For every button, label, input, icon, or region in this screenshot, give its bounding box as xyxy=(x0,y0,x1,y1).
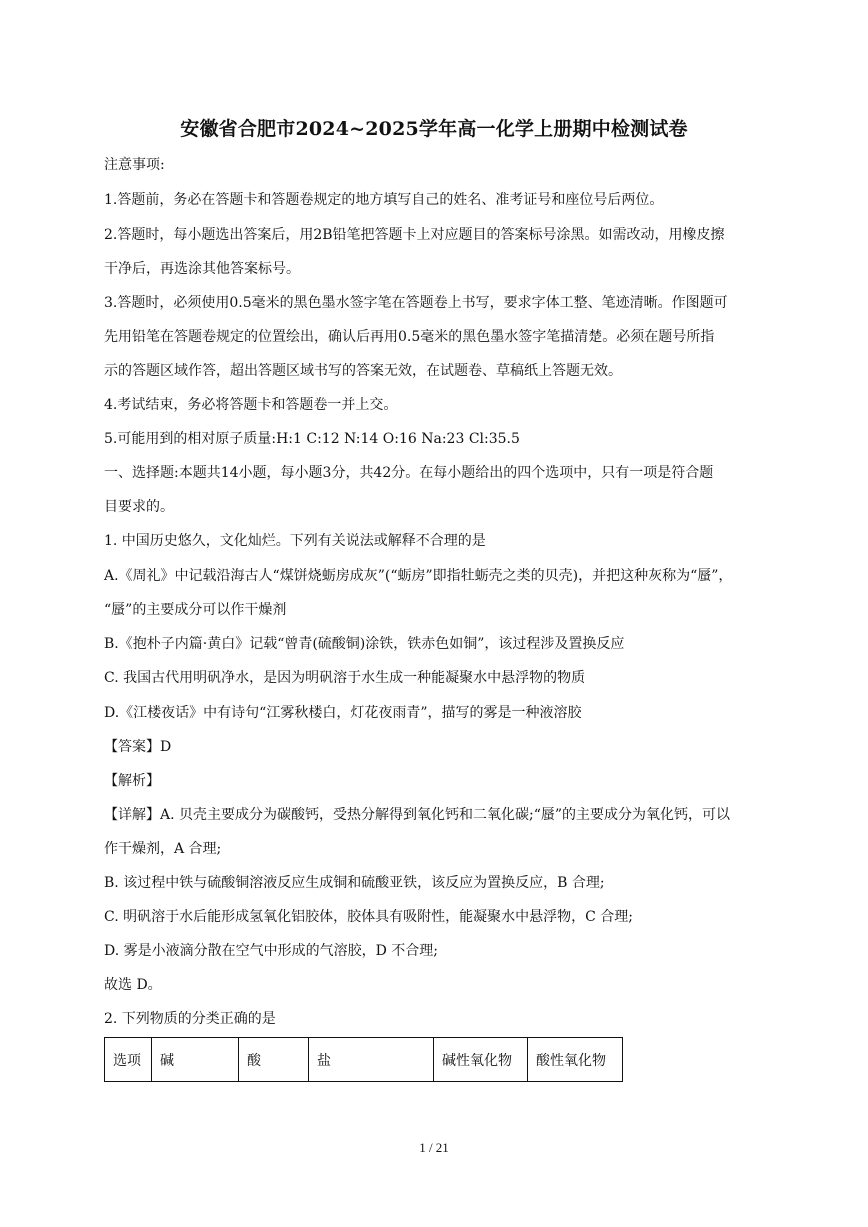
analysis-line: 【详解】A. 贝壳主要成分为碳酸钙，受热分解得到氧化钙和二氧化碳;“蜃”的主要成分为氧化钙，可以 xyxy=(104,807,731,823)
notice-line: 干净后，再选涂其他答案标号。 xyxy=(104,261,300,277)
table-header-row xyxy=(105,1038,623,1082)
table-header-cell: 碱 xyxy=(152,1038,239,1082)
question-1-option-b: B.《抱朴子内篇·黄白》记载“曾青(硫酸铜)涂铁，铁赤色如铜”，该过程涉及置换反应 xyxy=(104,636,625,652)
notice-line: 1.答题前，务必在答题卡和答题卷规定的地方填写自己的姓名、准考证号和座位号后两位。 xyxy=(104,192,664,208)
question-1-answer: 【答案】D xyxy=(104,739,172,755)
analysis-heading: 【解析】 xyxy=(104,773,160,789)
notice-line: 2.答题时，每小题选出答案后，用2B铅笔把答题卡上对应题目的答案标号涂黑。如需改动，用橡皮擦 xyxy=(104,227,725,243)
section-intro: 目要求的。 xyxy=(104,499,174,515)
notice-line: 先用铅笔在答题卷规定的位置绘出，确认后再用0.5毫米的黑色墨水签字笔描清楚。必须在题号所指 xyxy=(104,329,715,345)
table-header-cell: 酸性氧化物 xyxy=(528,1038,623,1082)
analysis-line: B. 该过程中铁与硫酸铜溶液反应生成铜和硫酸亚铁，该反应为置换反应，B 合理; xyxy=(104,875,605,891)
notice-line: 示的答题区域作答，超出答题区域书写的答案无效，在试题卷、草稿纸上答题无效。 xyxy=(104,363,622,379)
section-intro: 一、选择题:本题共14小题，每小题3分，共42分。在每小题给出的四个选项中，只有一项是符合题 xyxy=(104,465,714,481)
notice-line: 5.可能用到的相对原子质量:H:1 C:12 N:14 O:16 Na:23 Cl:35.5 xyxy=(104,431,520,447)
notice-line: 4.考试结束，务必将答题卡和答题卷一并上交。 xyxy=(104,397,398,413)
document-title: 安徽省合肥市2024~2025学年高一化学上册期中检测试卷 xyxy=(180,118,688,140)
notice-heading: 注意事项: xyxy=(104,157,165,173)
table-header-cell: 选项 xyxy=(105,1038,152,1082)
notice-line: 3.答题时，必须使用0.5毫米的黑色墨水签字笔在答题卷上书写，要求字体工整、笔迹清晰。作图题可 xyxy=(104,295,728,311)
question-2-stem: 2. 下列物质的分类正确的是 xyxy=(104,1011,276,1027)
question-1-option-a: A.《周礼》中记载沿海古人“煤饼烧蛎房成灰”(“蛎房”即指牡蛎壳之类的贝壳)，并把这种灰称为“蜃”， xyxy=(104,568,733,584)
question-1-option-c: C. 我国古代用明矾净水，是因为明矾溶于水生成一种能凝聚水中悬浮物的物质 xyxy=(104,670,586,686)
analysis-line: 作干燥剂，A 合理; xyxy=(104,841,222,857)
question-1-stem: 1. 中国历史悠久，文化灿烂。下列有关说法或解释不合理的是 xyxy=(104,533,486,549)
analysis-line: D. 雾是小液滴分散在空气中形成的气溶胶，D 不合理; xyxy=(104,943,439,959)
analysis-line: C. 明矾溶于水后能形成氢氧化铝胶体，胶体具有吸附性，能凝聚水中悬浮物，C 合理; xyxy=(104,909,633,925)
question-1-option-a: “蜃”的主要成分可以作干燥剂 xyxy=(104,602,287,618)
classification-table xyxy=(104,1037,623,1082)
table-header-cell: 碱性氧化物 xyxy=(434,1038,528,1082)
analysis-conclusion: 故选 D。 xyxy=(104,977,162,993)
table-header-cell: 酸 xyxy=(239,1038,309,1082)
table-header-cell: 盐 xyxy=(309,1038,434,1082)
page-number: 1 / 21 xyxy=(419,1140,449,1155)
question-1-option-d: D.《江楼夜话》中有诗句“江雾秋楼白，灯花夜雨青”，描写的雾是一种液溶胶 xyxy=(104,705,582,721)
